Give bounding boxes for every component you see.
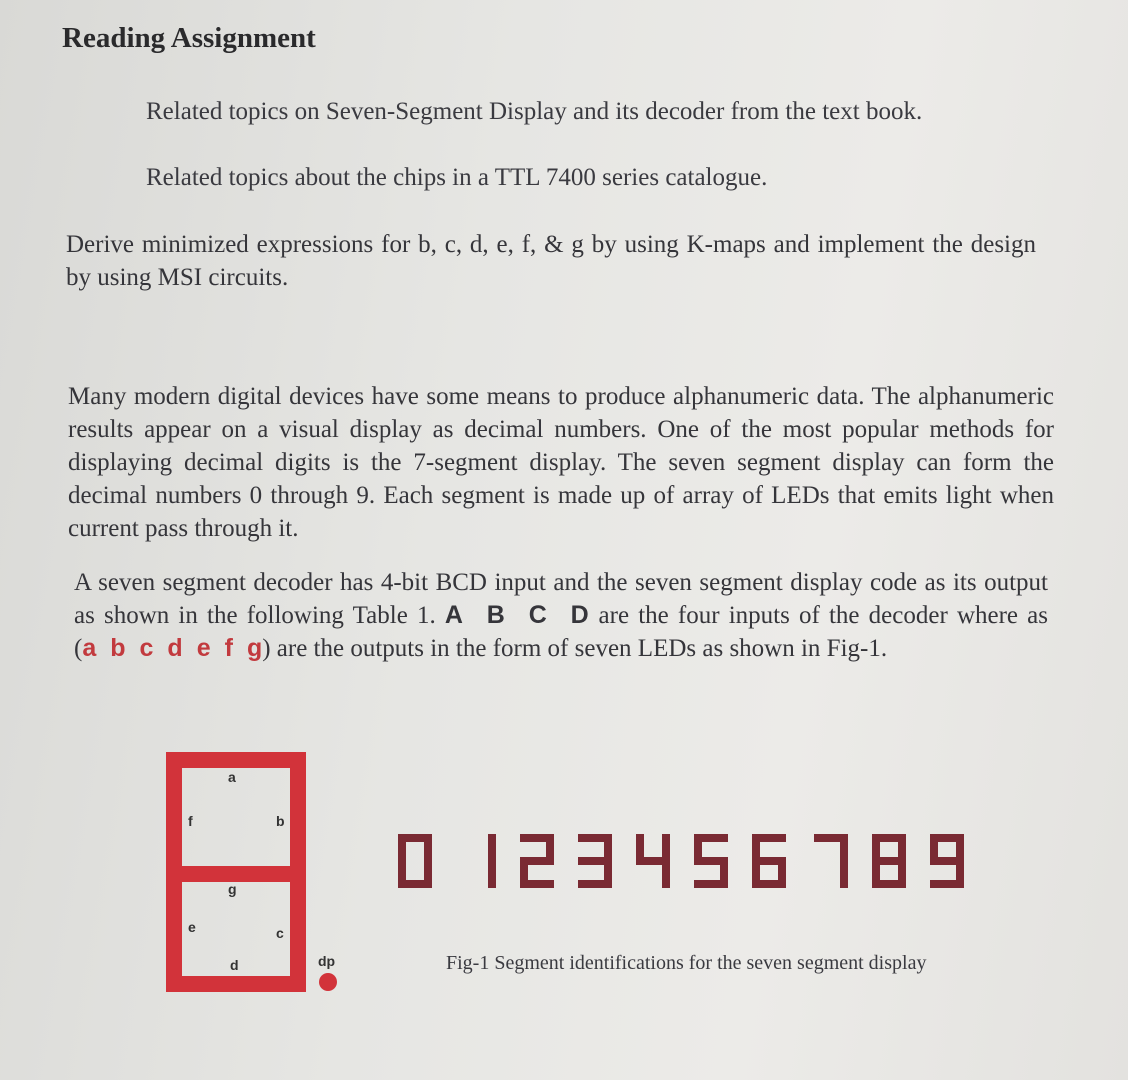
- output-label: c: [139, 634, 154, 662]
- digit-9: [930, 834, 964, 888]
- segment-f: [166, 752, 182, 870]
- input-label: C: [528, 601, 547, 629]
- output-label: b: [110, 634, 126, 662]
- digit-1-segment-c: [488, 857, 496, 888]
- digit-9-segment-d: [930, 880, 964, 888]
- intro-paragraph: Many modern digital devices have some means to produce alphanumeric data. The alphanumeric results appear on a visual display as decimal numbers. One of the most popular methods for displaying decimal digits is the 7-segment display. The seven segment display can form the decimal numbers 0 through 9. Each segment is made up of array of LEDs that emits light when current pass through it.: [68, 383, 1054, 542]
- digit-6-segment-c: [778, 857, 786, 888]
- input-label: A: [444, 601, 463, 629]
- segment-d: [166, 976, 306, 992]
- segment-e: [166, 872, 182, 992]
- output-label: f: [224, 634, 233, 662]
- digit-5-segment-d: [694, 880, 728, 888]
- digit-7: [814, 834, 848, 888]
- label-e: e: [188, 919, 196, 935]
- task-paragraph: Derive minimized expressions for b, c, d, e, f, & g by using K-maps and implement the design by using MSI circuits.: [66, 231, 1036, 291]
- digit-2: [520, 834, 554, 888]
- digit-4-segment-c: [662, 857, 670, 888]
- digit-8: [872, 834, 906, 888]
- label-d: d: [230, 957, 239, 973]
- output-label: a: [82, 634, 97, 662]
- segment-g: [166, 866, 306, 882]
- segment-diagram: [166, 752, 337, 992]
- digit-9-segment-g: [930, 857, 964, 865]
- digit-2-segment-d: [520, 880, 554, 888]
- input-label: B: [486, 601, 505, 629]
- label-b: b: [276, 813, 285, 829]
- label-g: g: [228, 881, 237, 897]
- digit-3: [578, 834, 612, 888]
- input-label: D: [570, 601, 589, 629]
- digit-strip: [398, 834, 964, 888]
- segment-b: [290, 752, 306, 870]
- decoder-text-2: are the four inputs of the decoder where as (: [74, 602, 1048, 662]
- label-dp: dp: [318, 953, 336, 969]
- reading-topic-2: Related topics about the chips in a TTL 7400 series catalogue.: [146, 164, 768, 191]
- decoder-text-1: A seven segment decoder has 4-bit BCD input and the seven segment display code as its output as shown in the following Table 1.: [74, 569, 1048, 629]
- decoder-text-3: ) are the outputs in the form of seven LEDs as shown in Fig-1.: [262, 635, 888, 662]
- digit-0: [398, 834, 432, 888]
- digit-7-segment-c: [840, 857, 848, 888]
- label-c: c: [276, 925, 284, 941]
- segment-a: [166, 752, 306, 768]
- segment-dp: [319, 973, 337, 991]
- page-heading: Reading Assignment: [62, 22, 316, 54]
- digit-4: [636, 834, 670, 888]
- digit-1: [488, 834, 496, 888]
- digit-0-segment-f: [398, 834, 406, 865]
- segment-c: [290, 872, 306, 992]
- output-label: e: [196, 634, 211, 662]
- figure-caption: Fig-1 Segment identifications for the seven segment display: [446, 952, 927, 974]
- digit-5: [694, 834, 728, 888]
- output-label: g: [246, 634, 263, 662]
- output-label: d: [167, 634, 183, 662]
- digit-8-segment-g: [872, 857, 906, 865]
- digit-3-segment-d: [578, 880, 612, 888]
- digit-6: [752, 834, 786, 888]
- reading-topic-1: Related topics on Seven-Segment Display and its decoder from the text book.: [146, 98, 923, 125]
- label-f: f: [188, 813, 193, 829]
- label-a: a: [228, 769, 236, 785]
